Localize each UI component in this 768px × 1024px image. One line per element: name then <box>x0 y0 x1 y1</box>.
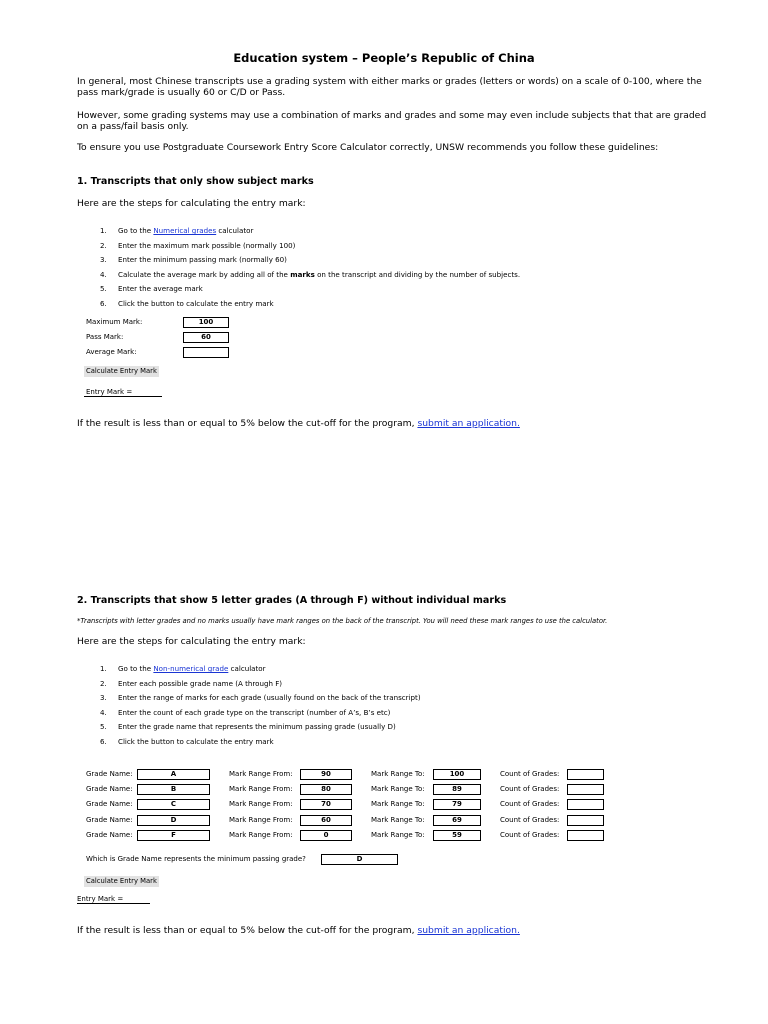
section2-steps-list <box>100 664 421 751</box>
step-item: 4. Calculate the average mark by adding all of the marks on the transcript and dividing by the number of subjects. <box>100 269 521 279</box>
entry-mark-label: Entry Mark = <box>86 388 133 396</box>
mark-range-from-input[interactable]: 60 <box>300 815 352 826</box>
pass-mark-label: Pass Mark: <box>86 333 124 341</box>
count-of-grades-input[interactable] <box>567 784 604 795</box>
count-of-grades-label: Count of Grades: <box>500 831 560 839</box>
mark-range-from-label: Mark Range From: <box>229 785 293 793</box>
min-passing-grade-label: Which is Grade Name represents the minimum passing grade? <box>86 855 306 863</box>
calculate-entry-mark-button-2[interactable]: Calculate Entry Mark <box>86 877 157 885</box>
grade-name-label: Grade Name: <box>86 816 133 824</box>
section1-steps-list <box>100 226 520 313</box>
mark-range-to-input[interactable]: 89 <box>433 784 481 795</box>
mark-range-to-label: Mark Range To: <box>371 800 425 808</box>
section2-note: *Transcripts with letter grades and no marks usually have mark ranges on the back of the transcript. You will need these mark ranges to use the calculator. <box>77 617 608 625</box>
calculate-entry-mark-button[interactable]: Calculate Entry Mark <box>86 367 157 375</box>
mark-range-to-input[interactable]: 69 <box>433 815 481 826</box>
count-of-grades-label: Count of Grades: <box>500 770 560 778</box>
min-passing-grade-input[interactable]: D <box>321 854 398 865</box>
submit-application-link[interactable]: submit an application. <box>417 418 520 429</box>
mark-range-from-label: Mark Range From: <box>229 831 293 839</box>
step-item: 1. Go to the Non-numerical grade calculator <box>100 664 266 673</box>
submit-application-link-2[interactable]: submit an application. <box>417 925 520 936</box>
mark-range-to-label: Mark Range To: <box>371 770 425 778</box>
count-of-grades-input[interactable] <box>567 799 604 810</box>
mark-range-from-input[interactable]: 70 <box>300 799 352 810</box>
step-item: 2. Enter the maximum mark possible (normally 100) <box>100 240 296 250</box>
count-of-grades-label: Count of Grades: <box>500 785 560 793</box>
mark-range-to-label: Mark Range To: <box>371 785 425 793</box>
average-mark-input[interactable] <box>183 347 229 358</box>
count-of-grades-input[interactable] <box>567 769 604 780</box>
intro-paragraph-3: To ensure you use Postgraduate Coursework Entry Score Calculator correctly, UNSW recommends you follow these guidelines: <box>77 142 659 153</box>
mark-range-from-input[interactable]: 80 <box>300 784 352 795</box>
grade-name-input[interactable]: C <box>137 799 210 810</box>
section1-heading: 1. Transcripts that only show subject marks <box>77 176 314 187</box>
section2-steps-intro: Here are the steps for calculating the entry mark: <box>77 636 306 647</box>
grade-name-input[interactable]: F <box>137 830 210 841</box>
mark-range-to-label: Mark Range To: <box>371 816 425 824</box>
count-of-grades-label: Count of Grades: <box>500 800 560 808</box>
step-item: 4. Enter the count of each grade type on the transcript (number of A’s, B’s etc) <box>100 707 391 717</box>
section1-steps-intro: Here are the steps for calculating the entry mark: <box>77 198 306 209</box>
grade-name-input[interactable]: B <box>137 784 210 795</box>
entry-mark-result-line <box>84 396 162 397</box>
non-numerical-grade-link[interactable]: Non-numerical grade <box>153 664 229 673</box>
mark-range-to-input[interactable]: 79 <box>433 799 481 810</box>
mark-range-from-input[interactable]: 0 <box>300 830 352 841</box>
count-of-grades-label: Count of Grades: <box>500 816 560 824</box>
mark-range-to-input[interactable]: 59 <box>433 830 481 841</box>
mark-range-from-label: Mark Range From: <box>229 800 293 808</box>
count-of-grades-input[interactable] <box>567 815 604 826</box>
grade-name-input[interactable]: D <box>137 815 210 826</box>
step-item: 3. Enter the minimum passing mark (normally 60) <box>100 255 287 264</box>
grade-name-label: Grade Name: <box>86 831 133 839</box>
step-item: 3. Enter the range of marks for each grade (usually found on the back of the transcript) <box>100 693 421 702</box>
mark-range-to-label: Mark Range To: <box>371 831 425 839</box>
step-item: 6. Click the button to calculate the entry mark <box>100 298 274 308</box>
max-mark-label: Maximum Mark: <box>86 318 143 326</box>
page-title: Education system – People’s Republic of China <box>233 51 535 65</box>
step-item: 2. Enter each possible grade name (A through F) <box>100 678 283 688</box>
count-of-grades-input[interactable] <box>567 830 604 841</box>
mark-range-from-label: Mark Range From: <box>229 816 293 824</box>
numerical-grades-link[interactable]: Numerical grades <box>153 226 217 235</box>
grade-name-label: Grade Name: <box>86 800 133 808</box>
step-item: 5. Enter the grade name that represents the minimum passing grade (usually D) <box>100 722 396 731</box>
section1-result-note: If the result is less than or equal to 5% below the cut-off for the program, submit an application. <box>77 418 520 429</box>
mark-range-from-input[interactable]: 90 <box>300 769 352 780</box>
grade-name-label: Grade Name: <box>86 770 133 778</box>
step-item: 1. Go to the Numerical grades calculator <box>100 226 254 235</box>
max-mark-input[interactable]: 100 <box>183 317 229 328</box>
intro-paragraph-2: However, some grading systems may use a combination of marks and grades and some may even include subjects that that are graded on a pass/fail basis only. <box>77 110 707 132</box>
entry-mark-label-2: Entry Mark = <box>77 895 124 903</box>
grade-name-label: Grade Name: <box>86 785 133 793</box>
step-item: 6. Click the button to calculate the entry mark <box>100 736 274 746</box>
entry-mark-result-line-2 <box>77 903 150 904</box>
mark-range-from-label: Mark Range From: <box>229 770 293 778</box>
section2-result-note: If the result is less than or equal to 5% below the cut-off for the program, submit an application. <box>77 925 520 936</box>
average-mark-label: Average Mark: <box>86 348 137 356</box>
section2-heading: 2. Transcripts that show 5 letter grades (A through F) without individual marks <box>77 595 507 606</box>
grade-name-input[interactable]: A <box>137 769 210 780</box>
pass-mark-input[interactable]: 60 <box>183 332 229 343</box>
intro-paragraph-1: In general, most Chinese transcripts use a grading system with either marks or grades (letters or words) on a scale of 0-100, where the pass mark/grade is usually 60 or C/D or Pass. <box>77 76 702 98</box>
mark-range-to-input[interactable]: 100 <box>433 769 481 780</box>
step-item: 5. Enter the average mark <box>100 284 203 293</box>
